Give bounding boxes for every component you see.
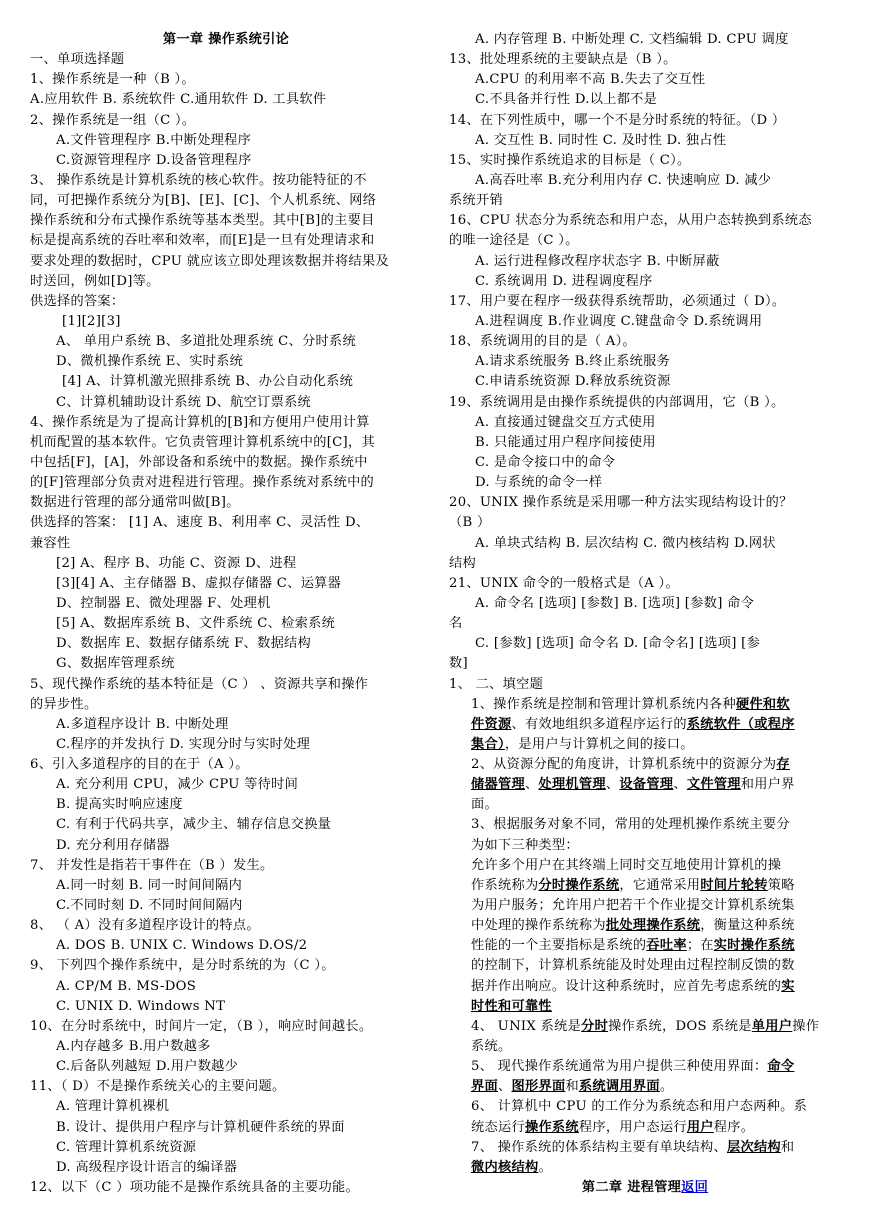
text: 统态运行 [471,1119,525,1135]
text-line: A.进程调度 B.作业调度 C.键盘命令 D.系统调用 [475,313,763,329]
text: ，它通常采用 [619,877,701,893]
text-line: 1、操作系统是一种（B ）。 [30,72,195,88]
text: 和用户界 [740,777,795,793]
text-line: C.不同时刻 D. 不同时间间隔内 [56,898,243,914]
text-line: C. 是命令接口中的命令 [475,454,616,470]
text-line: [3][4] A、主存储器 B、虚拟存储器 C、运算器 [56,575,342,591]
text-line: 时送回，例如[D]等。 [30,273,160,289]
text-line: 标是提高系统的吞吐率和效率，而[E]是一旦有处理请求和 [30,233,375,249]
text-line: 机而配置的基本软件。它负责管理计算机系统中的[C]，其 [30,434,375,450]
text-line: C、计算机辅助设计系统 D、航空订票系统 [56,394,312,410]
text-line: A. 内存管理 B. 中断处理 C. 文档编辑 D. CPU 调度 [475,32,789,47]
fill-line [449,735,841,755]
text-line: 供选择的答案： [1] A、速度 B、利用率 C、灵活性 D、 [30,515,370,531]
answer: 分时操作系统 [538,877,620,893]
text: 5、 现代操作系统通常为用户提供三种使用界面： [471,1059,768,1075]
answer: 实时操作系统 [713,938,795,954]
text-line: C. 有利于代码共享，减少主、辅存信息交换量 [56,817,332,833]
text-line: 20、UNIX 操作系统是采用哪一种方法实现结构设计的？ [449,495,793,511]
fill-line [449,836,841,856]
text-line: C.不具备并行性 D.以上都不是 [475,92,658,108]
text-line: [5] A、数据库系统 B、文件系统 C、检索系统 [56,616,336,632]
fill-line [449,856,841,876]
answer: 实 [781,978,795,994]
answer: 微内核结构 [471,1159,539,1175]
text-line: 系统开销 [449,193,503,209]
answer: 设备管理 [619,777,674,793]
text: 面。 [471,797,498,813]
text-line: A. 充分利用 CPU，减少 CPU 等待时间 [56,777,299,793]
fill-line [449,876,841,896]
text-line: D、控制器 E、微处理器 F、处理机 [56,595,271,611]
text-line: A. 交互性 B. 同时性 C. 及时性 D. 独占性 [475,132,727,148]
answer: 吞吐率 [646,938,687,954]
text: ；在 [686,938,714,954]
text: 为如下三种类型： [471,837,579,853]
text: 性能的一个主要指标是系统的 [471,938,647,954]
fill-line [449,956,841,976]
text-line: C. UNIX D. Windows NT [56,998,226,1014]
text-line: 供选择的答案： [30,293,125,309]
answer: 时性和可靠性 [471,998,552,1014]
text: 、 [524,777,539,793]
text-line: 4、操作系统是为了提高计算机的[B]和方便用户使用计算 [30,414,370,430]
text-line: 21、UNIX 命令的一般格式是（A ）。 [449,575,679,591]
text-line: C.申请系统资源 D.释放系统资源 [475,374,671,390]
text-line: 17、用户要在程序一级获得系统帮助，必须通过（ D）。 [449,293,786,309]
text-line: D. 与系统的命令一样 [475,475,603,491]
next-chapter-title: 第二章 进程管理 [581,1180,682,1196]
text-line: C.程序的并发执行 D. 实现分时与实时处理 [56,736,311,752]
answer: 时间片轮转 [700,877,768,893]
text-line: [4] A、计算机激光照排系统 B、办公自动化系统 [62,374,354,390]
answer: 层次结构 [726,1139,781,1155]
answer: 储器管理 [471,777,525,793]
text-line: 16、CPU 状态分为系统态和用户态，从用户态转换到系统态 [449,213,812,229]
text-line: 7、 并发性是指若干事件在（B ）发生。 [30,857,274,873]
answer: 存 [776,757,790,773]
fill-line [449,695,841,715]
fill-line [449,977,841,997]
text-line: 的唯一途径是（C ）。 [449,233,579,249]
text-line: 11、（ D）不是操作系统关心的主要问题。 [30,1079,286,1095]
fill-line [449,795,841,815]
text-line: 3、 操作系统是计算机系统的核心软件。按功能特征的不 [30,172,367,188]
text-line: A. 直接通过键盘交互方式使用 [475,414,656,430]
text: 和 [565,1079,579,1095]
text-line: C.资源管理程序 D.设备管理程序 [56,152,252,168]
text-line: 9、 下列四个操作系统中，是分时系统的为（C ）。 [30,958,335,974]
answer: 文件管理 [686,777,741,793]
text-line: 6、引入多道程序的目的在于（A ）。 [30,757,249,773]
text: 程序，用户态运行 [578,1119,687,1135]
text: 。 [659,1079,674,1095]
text: 操作系统，DOS 系统是 [608,1018,752,1034]
answer: 处理机管理 [538,777,606,793]
answer: 命令 [767,1059,795,1075]
answer: 批处理操作系统 [605,918,701,934]
text-line: C. 管理计算机系统资源 [56,1139,197,1155]
text: 、 [497,1079,512,1095]
answer: 分时 [581,1018,609,1034]
text-line: A. 运行进程修改程序状态字 B. 中断屏蔽 [475,253,720,269]
text: 6、 计算机中 CPU 的工作分为系统态和用户态两种。系 [471,1099,808,1115]
text-line: D. 高级程序设计语言的编译器 [56,1159,238,1175]
text: 操作 [792,1018,820,1034]
text: 、有效地组织多道程序运行的 [511,716,687,732]
text-line: A.文件管理程序 B.中断处理程序 [56,132,252,148]
text: 1、操作系统是控制和管理计算机系统内各种 [471,696,736,712]
fill-line [449,1037,841,1057]
next-chapter-heading [449,1178,841,1198]
text: 作系统称为 [471,877,539,893]
text: 和 [780,1139,795,1155]
answer: 硬件和软 [735,696,790,712]
text-line: 要求处理的数据时，CPU 就应该立即处理该数据并将结果及 [30,253,389,269]
text-line: 8、 （ A）没有多道程序设计的特点。 [30,918,260,934]
fill-line [449,1057,841,1077]
chapter-title: 第一章 操作系统引论 [162,32,290,47]
text-line: A. DOS B. UNIX C. Windows D.OS/2 [56,938,308,954]
text-line: A. 单块式结构 B. 层次结构 C. 微内核结构 D.网状 [475,535,776,551]
right-column [449,30,841,1198]
text: 策略 [767,877,795,893]
text-line: A. 命令名 [选项] [参数] B. [选项] [参数] 命令 [475,595,755,611]
text-line: D. 充分利用存储器 [56,837,170,853]
fill-line [449,936,841,956]
text-line: 14、在下列性质中，哪一个不是分时系统的特征。（D ） [449,112,786,128]
text: 3、根据服务对象不同，常用的处理机操作系统主要分 [471,817,790,833]
text-line: 同，可把操作系统分为[B]、[E]、[C]、个人机系统、网络 [30,193,377,209]
text-line: 15、实时操作系统追求的目标是（ C）。 [449,152,691,168]
fill-line [449,775,841,795]
left-column [30,30,422,1198]
text-line: A、 单用户系统 B、多道批处理系统 C、分时系统 [56,334,356,350]
answer: 单用户 [751,1018,793,1034]
fill-line [449,997,841,1017]
answer: 系统调用界面 [578,1079,660,1095]
text-line: 结构 [449,555,476,571]
text-line: B. 设计、提供用户程序与计算机硬件系统的界面 [56,1119,345,1135]
text-line: 一、单项选择题 [30,52,125,68]
answer: 系统软件（或程序 [686,716,795,732]
text: 中处理的操作系统称为 [471,918,606,934]
text-line: 2、操作系统是一组（C ）。 [30,112,196,128]
text-line: D、数据库 E、数据存储系统 F、数据结构 [56,636,312,652]
text-line: 5、现代操作系统的基本特征是（C ） 、资源共享和操作 [30,676,369,692]
text: 的控制下，计算机系统能及时处理由过程控制反馈的数 [471,958,795,974]
text-line: B. 提高实时响应速度 [56,797,183,813]
text-line: C. [参数] [选项] 命令名 D. [命令名] [选项] [参 [475,636,761,652]
text-line: 兼容性 [30,535,71,551]
text-line: 12、以下（C ）项功能不是操作系统具备的主要功能。 [30,1180,359,1196]
fill-line [449,1158,841,1178]
back-link[interactable]: 返回 [681,1180,709,1196]
text-line: A. CP/M B. MS-DOS [56,978,197,994]
text: 。 [538,1159,552,1175]
text-line: A.请求系统服务 B.终止系统服务 [475,354,671,370]
fill-line [449,815,841,835]
text-line: [2] A、程序 B、功能 C、资源 D、进程 [56,555,297,571]
text-line: 操作系统和分布式操作系统等基本类型。其中[B]的主要目 [30,213,375,229]
answer: 操作系统 [524,1119,579,1135]
text-line: 数据进行管理的部分通常叫做[B]。 [30,495,240,511]
text-line: A.应用软件 B. 系统软件 C.通用软件 D. 工具软件 [30,92,327,108]
text: 、 [605,777,620,793]
text-line: 数] [449,656,468,672]
text: 2、从资源分配的角度讲，计算机系统中的资源分为 [471,757,777,773]
text-line: 中包括[F]，[A]，外部设备和系统中的数据。操作系统中 [30,454,368,470]
text-line: G、数据库管理系统 [56,656,175,672]
text-line: C. 系统调用 D. 进程调度程序 [475,273,653,289]
answer: 集合） [471,736,505,752]
left-lines [30,50,422,1198]
text-line: D、微机操作系统 E、实时系统 [56,354,244,370]
text-line: （B ） [449,515,491,531]
text-line: 1、 二、填空题 [449,676,544,692]
text-line: 的[F]管理部分负责对进程进行管理。操作系统对系统中的 [30,475,375,491]
text-line: A.多道程序设计 B. 中断处理 [56,716,229,732]
fill-line [449,1097,841,1117]
fill-line [449,916,841,936]
fill-line [449,896,841,916]
text: 程序。 [713,1119,755,1135]
text-line: 10、在分时系统中，时间片一定，（B ），响应时间越长。 [30,1018,373,1034]
text: 7、 操作系统的体系结构主要有单块结构、 [471,1139,727,1155]
text: 据并作出响应。设计这种系统时，应首先考虑系统的 [471,978,782,994]
text-line: 19、系统调用是由操作系统提供的内部调用，它（B ）。 [449,394,785,410]
text-line: C.后备队列越短 D.用户数越少 [56,1059,239,1075]
fill-line [449,755,841,775]
text-line: A.高吞吐率 B.充分利用内存 C. 快速响应 D. 减少 [475,172,772,188]
fill-blank-section [449,695,841,1178]
text: 、 [673,777,687,793]
answer: 用户 [686,1119,714,1135]
text: 允许多个用户在其终端上同时交互地使用计算机的操 [471,857,782,873]
text: ，衡量这种系统 [700,918,795,934]
answer: 图形界面 [511,1079,566,1095]
fill-line [449,1017,841,1037]
text-line: A.同一时刻 B. 同一时间间隔内 [56,877,243,893]
text-line: 名 [449,616,463,632]
text-line: 13、批处理系统的主要缺点是（B ）。 [449,52,677,68]
text: ，是用户与计算机之间的接口。 [504,736,694,752]
text-line: [1][2][3] [62,313,121,329]
answer: 界面 [471,1079,498,1095]
fill-line [449,1138,841,1158]
text-line: B. 只能通过用户程序间接使用 [475,434,656,450]
answer: 件资源 [471,716,512,732]
text-line: A. 管理计算机裸机 [56,1099,170,1115]
text-line: A.CPU 的利用率不高 B.失去了交互性 [475,72,706,88]
text-line: 18、系统调用的目的是（ A）。 [449,334,636,350]
text: 4、 UNIX 系统是 [471,1018,582,1034]
fill-line [449,1118,841,1138]
text: 为用户服务；允许用户把若干个作业提交计算机系统集 [471,898,795,914]
fill-line [449,715,841,735]
fill-line [449,1077,841,1097]
right-lines [449,30,841,695]
text: 系统。 [471,1039,512,1055]
text-line: 的异步性。 [30,696,98,712]
text-line: A.内存越多 B.用户数越多 [56,1039,211,1055]
